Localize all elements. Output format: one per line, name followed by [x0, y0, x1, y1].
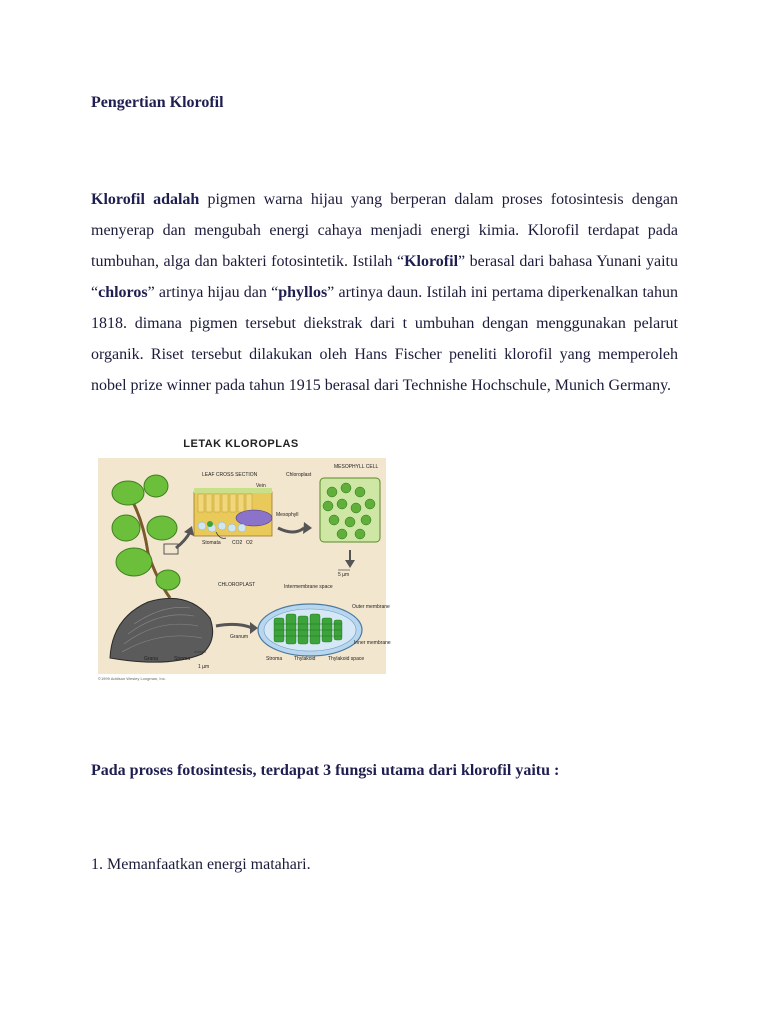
- label-thylakoid-space: Thylakoid space: [328, 656, 365, 662]
- label-leaf-cross-section: LEAF CROSS SECTION: [202, 472, 258, 478]
- term-chloros: chloros: [98, 284, 148, 301]
- label-granum: Granum: [230, 634, 249, 640]
- section-heading: Pada proses fotosintesis, terdapat 3 fungsi utama dari klorofil yaitu :: [91, 762, 560, 779]
- para-text-3: ” artinya hijau dan “: [147, 284, 279, 301]
- label-grana: Grana: [144, 656, 158, 662]
- label-stroma-right: Stroma: [266, 656, 283, 662]
- figure-illustration: [98, 458, 391, 674]
- label-stomata: Stomata: [202, 540, 221, 546]
- definition-paragraph: [91, 184, 678, 401]
- label-scale-top: 5 µm: [338, 572, 350, 578]
- label-chloroplast-top: Chloroplast: [286, 472, 312, 478]
- lead-term: Klorofil adalah: [91, 191, 200, 208]
- label-thylakoid: Thylakoid: [294, 656, 316, 662]
- chloroplast-illustration: [98, 458, 386, 674]
- label-scale-bottom: 1 µm: [198, 664, 210, 670]
- figure-copyright: ©1999 Addison Wesley Longman, Inc.: [98, 676, 166, 681]
- label-intermembrane: Intermembrane space: [284, 584, 333, 590]
- para-text-1: pigmen warna hijau yang berperan dalam proses fotosintesis dengan menyerap dan mengubah energi cahaya menjadi energi kimia. Klorofil terdapat pada tumbuhan, alga dan bakteri fotosintetik. Istilah “: [91, 191, 678, 270]
- label-vein: Vein: [256, 483, 266, 489]
- label-chloroplast-mid: CHLOROPLAST: [218, 582, 256, 588]
- label-co2: CO2: [232, 540, 243, 546]
- term-klorofil: Klorofil: [404, 253, 459, 270]
- term-phyllos: phyllos: [278, 284, 328, 301]
- label-mesophyll: Mesophyll: [276, 512, 299, 518]
- label-stroma-left: Stroma: [174, 656, 191, 662]
- para-text-2: ” berasal dari bahasa Yunani yaitu “: [91, 253, 679, 301]
- label-mesophyll-cell: MESOPHYLL CELL: [334, 464, 379, 470]
- label-o2: O2: [246, 540, 253, 546]
- page-title: Pengertian Klorofil: [91, 94, 224, 111]
- chloroplast-figure: [96, 434, 391, 686]
- label-inner-membrane: Inner membrane: [354, 640, 391, 646]
- list-item: 1. Memanfaatkan energi matahari.: [91, 856, 311, 873]
- label-outer-membrane: Outer membrane: [352, 604, 390, 610]
- para-text-4: ” artinya daun. Istilah ini pertama diperkenalkan tahun 1818. dimana pigmen tersebut diekstrak dari t umbuhan dengan menggunakan pelarut organik. Riset tersebut dilakukan oleh Hans Fischer peneliti klorofil yang memperoleh nobel prize winner pada tahun 1915 berasal dari Technishe Hochschule, Munich Germany.: [91, 284, 679, 394]
- figure-title: LETAK KLOROPLAS: [183, 438, 299, 450]
